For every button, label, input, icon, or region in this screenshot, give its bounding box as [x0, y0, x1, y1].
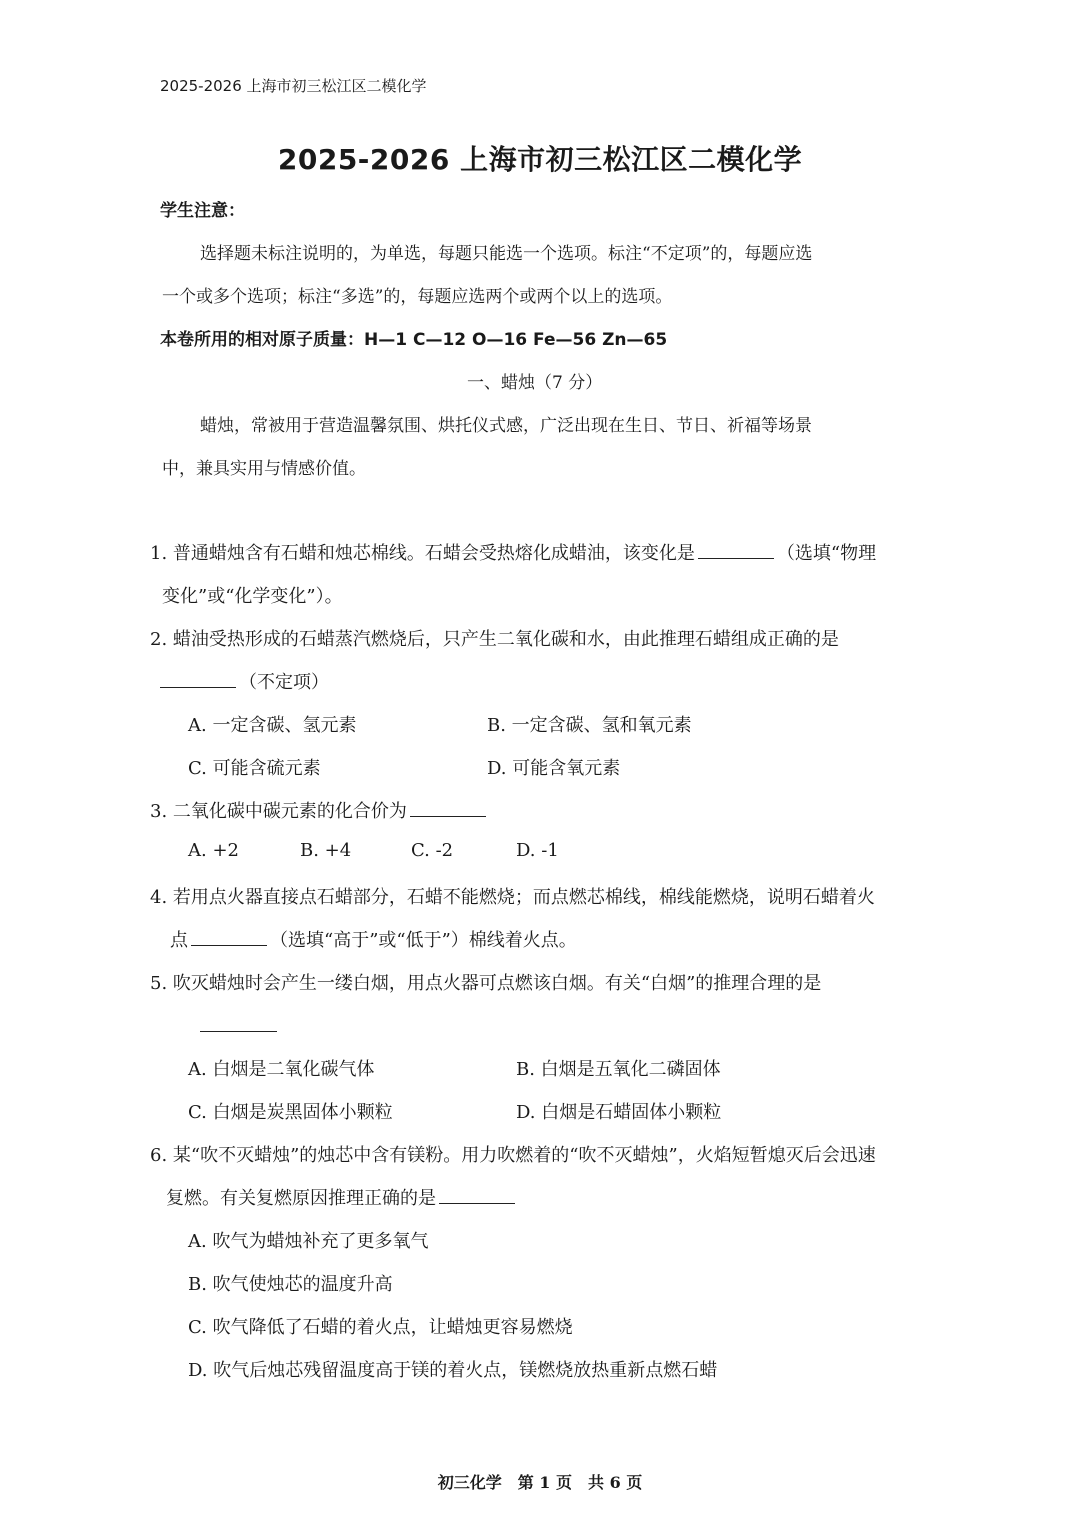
page-footer: 初三化学 第 1 页 共 6 页 [437, 1473, 643, 1492]
question-3 [150, 797, 489, 823]
answer-blank[interactable] [160, 686, 236, 688]
option-5d[interactable]: D. 白烟是石蜡固体小颗粒 [516, 1102, 722, 1123]
notice-line-2: 一个或多个选项；标注“多选”的，每题应选两个或两个以上的选项。 [162, 287, 673, 307]
answer-blank[interactable] [191, 944, 267, 946]
page-header: 2025-2026 上海市初三松江区二模化学 [160, 77, 427, 95]
question-1 [150, 539, 876, 565]
question-4-prefix: 点 [170, 930, 188, 951]
answer-blank[interactable] [439, 1202, 515, 1204]
option-5a[interactable]: A. 白烟是二氧化碳气体 [188, 1059, 375, 1080]
question-3-text: 3. 二氧化碳中碳元素的化合价为 [150, 801, 407, 822]
question-4-text: 4. 若用点火器直接点石蜡部分，石蜡不能燃烧；而点燃芯棉线，棉线能燃烧，说明石蜡着火 [150, 887, 875, 908]
option-6b[interactable]: B. 吹气使烛芯的温度升高 [188, 1274, 393, 1295]
option-6d[interactable]: D. 吹气后烛芯残留温度高于镁的着火点，镁燃烧放热重新点燃石蜡 [188, 1360, 718, 1381]
question-2-line-2 [160, 668, 329, 694]
section-title: 一、蜡烛（7 分） [467, 373, 603, 393]
question-5-text: 5. 吹灭蜡烛时会产生一缕白烟，用点火器可点燃该白烟。有关“白烟”的推理合理的是 [150, 973, 822, 994]
answer-blank[interactable] [698, 557, 774, 559]
question-1-line-2: 变化”或“化学变化”）。 [162, 586, 343, 607]
question-2-hint: （不定项） [239, 672, 329, 693]
option-6a[interactable]: A. 吹气为蜡烛补充了更多氧气 [188, 1231, 429, 1252]
option-5b[interactable]: B. 白烟是五氧化二磷固体 [516, 1059, 721, 1080]
option-2a[interactable]: A. 一定含碳、氢元素 [188, 715, 357, 736]
section-intro-1: 蜡烛，常被用于营造温馨氛围、烘托仪式感，广泛出现在生日、节日、祈福等场景 [200, 416, 812, 436]
option-3c[interactable]: C. -2 [411, 840, 454, 861]
answer-blank[interactable] [200, 1031, 277, 1032]
option-2d[interactable]: D. 可能含氧元素 [487, 758, 621, 779]
question-6-prompt: 复燃。有关复燃原因推理正确的是 [166, 1188, 436, 1209]
section-intro-2: 中，兼具实用与情感价值。 [162, 459, 366, 479]
option-3d[interactable]: D. -1 [516, 840, 559, 861]
option-5c[interactable]: C. 白烟是炭黑固体小颗粒 [188, 1102, 393, 1123]
atomic-mass-line: 本卷所用的相对原子质量：H—1 C—12 O—16 Fe—56 Zn—65 [160, 330, 668, 350]
option-2c[interactable]: C. 可能含硫元素 [188, 758, 321, 779]
option-3b[interactable]: B. +4 [300, 840, 352, 861]
question-1-hint: （选填“物理 [776, 543, 877, 564]
notice-heading: 学生注意： [160, 201, 245, 221]
notice-line-1: 选择题未标注说明的，为单选，每题只能选一个选项。标注“不定项”的，每题应选 [200, 244, 813, 264]
question-4-line-2 [170, 926, 577, 952]
question-4-hint: （选填“高于”或“低于”）棉线着火点。 [270, 930, 577, 951]
question-2-text: 2. 蜡油受热形成的石蜡蒸汽燃烧后，只产生二氧化碳和水，由此推理石蜡组成正确的是 [150, 629, 839, 650]
question-1-text: 1. 普通蜡烛含有石蜡和烛芯棉线。石蜡会受热熔化成蜡油，该变化是 [150, 543, 695, 564]
option-3a[interactable]: A. +2 [188, 840, 239, 861]
option-2b[interactable]: B. 一定含碳、氢和氧元素 [487, 715, 692, 736]
answer-blank[interactable] [410, 815, 486, 817]
page-title: 2025-2026 上海市初三松江区二模化学 [277, 143, 803, 176]
question-6-line-2 [166, 1184, 518, 1210]
question-6-text: 6. 某“吹不灭蜡烛”的烛芯中含有镁粉。用力吹燃着的“吹不灭蜡烛”，火焰短暂熄灭后会迅速 [150, 1145, 876, 1166]
option-6c[interactable]: C. 吹气降低了石蜡的着火点，让蜡烛更容易燃烧 [188, 1317, 573, 1338]
